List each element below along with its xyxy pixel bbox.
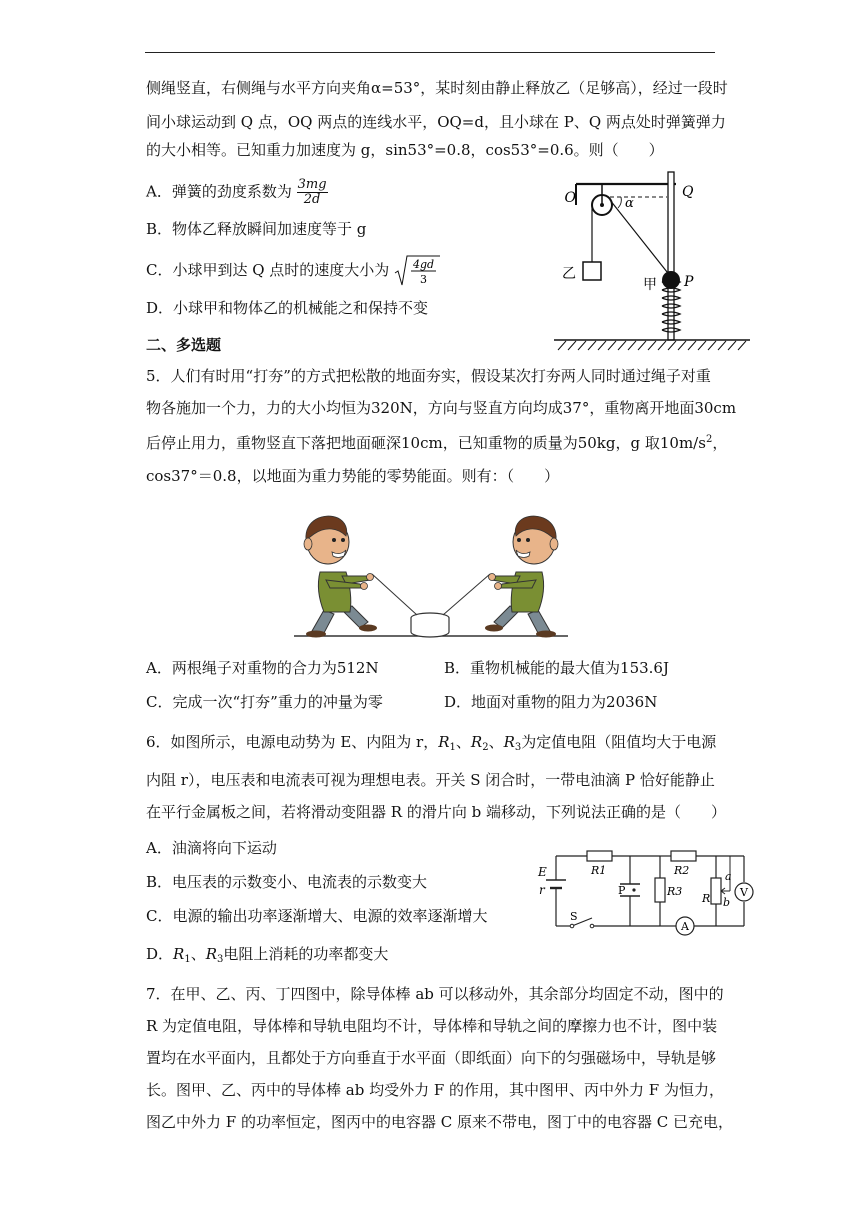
q7-line-1: 7．在甲、乙、丙、丁四图中，除导体棒 ab 可以移动外，其余部分均固定不动，图中的 (146, 985, 724, 1003)
q4-option-a-numerator: 3mg (297, 177, 327, 192)
q6-option-c: C．电源的输出功率逐渐增大、电源的效率逐渐增大 (146, 907, 488, 925)
angle-arc (618, 197, 621, 208)
label-yi: 乙 (562, 266, 576, 282)
q6-option-a: A．油滴将向下运动 (146, 839, 277, 857)
q6-r3-subscript: 3 (514, 742, 522, 753)
block-yi (583, 262, 601, 280)
label-r2: R2 (674, 864, 690, 877)
label-v: V (740, 886, 748, 899)
q5-line-1: 5．人们有时用“打夯”的方式把松散的地面夯实，假设某次打夯两人同时通过绳子对重 (146, 367, 711, 385)
q4-pulley-figure (550, 170, 760, 355)
q4-option-c-denominator: 3 (420, 273, 428, 286)
resistor-r2 (671, 851, 696, 861)
q6-option-d (146, 944, 388, 970)
q5-line-4: cos37°＝0.8，以地面为重力势能的零势能面。则有：（ ） (146, 467, 560, 485)
q6-separator-2: 、 (488, 733, 504, 751)
q6-r1-subscript: 1 (449, 742, 456, 753)
left-man (304, 516, 377, 637)
q6-r2-symbol: R (470, 733, 483, 751)
label-b-end: b (723, 896, 731, 909)
q6-option-d-r1-subscript: 1 (184, 954, 191, 965)
q5-line-3-text: 后停止用力，重物竖直下落把地面砸深10cm，已知重物的质量为50kg，g 取10m/s (146, 434, 706, 452)
label-p: P (618, 884, 626, 897)
switch-contact-right (590, 924, 594, 928)
q6-r3-symbol: R (503, 733, 515, 751)
q6-option-d-r1-symbol: R (173, 945, 185, 963)
label-jia: 甲 (643, 277, 657, 293)
header-rule (145, 52, 715, 53)
q6-line-3: 在平行金属板之间，若将滑动变阻器 R 的滑片向 b 端移动，下列说法正确的是（ ） (146, 803, 726, 821)
q5-tamping-figure (290, 510, 580, 645)
resistor-r3 (655, 878, 665, 902)
ball-jia (662, 271, 680, 289)
q5-option-a: A．两根绳子对重物的合力为512N (146, 659, 379, 677)
label-p: P (684, 274, 694, 290)
q5-option-d: D．地面对重物的阻力为2036N (444, 693, 658, 711)
label-a-meter: A (681, 920, 689, 933)
q4-option-d: D．小球甲和物体乙的机械能之和保持不变 (146, 299, 429, 317)
q7-line-4: 长。图甲、乙、丙中的导体棒 ab 均受外力 F 的作用，其中图甲、丙中外力 F 为恒力， (146, 1081, 724, 1099)
label-alpha: α (625, 196, 634, 211)
label-r: r (539, 883, 545, 897)
oil-drop (632, 888, 635, 891)
switch-contact-left (570, 924, 574, 928)
weight-body (411, 618, 449, 637)
q5-line-2: 物各施加一个力，力的大小均恒为320N，方向与竖直方向均成37°，重物离开地面30cm (146, 399, 737, 417)
label-q: Q (682, 184, 694, 200)
q4-option-c-sqrt (394, 255, 440, 287)
label-r1: R1 (591, 864, 607, 877)
q6-r2-subscript: 2 (482, 742, 489, 753)
q5-option-b: B．重物机械能的最大值为153.6J (444, 659, 669, 677)
q4-option-c-numerator: 4gd (413, 258, 435, 271)
rheostat (711, 878, 721, 904)
q4-option-c (146, 255, 440, 287)
right-rope (443, 574, 490, 615)
q4-option-a (146, 178, 328, 207)
q6-option-b: B．电压表的示数变小、电流表的示数变大 (146, 873, 428, 891)
right-man (485, 516, 558, 637)
q7-line-5: 图乙中外力 F 的功率恒定，图丙中的电容器 C 原来不带电，图丁中的电容器 C 已充电， (146, 1113, 733, 1131)
q4-option-b: B．物体乙释放瞬间加速度等于 g (146, 220, 367, 238)
q7-line-3: 置均在水平面内，且都处于方向垂直于水平面（即纸面）向下的匀强磁场中，导轨是够 (146, 1049, 717, 1067)
q4-line-3: 的大小相等。已知重力加速度为 g，sin53°=0.8，cos53°=0.6。则（ ） (146, 141, 664, 159)
q6-separator-1: 、 (455, 733, 471, 751)
ground-hatching (558, 341, 746, 350)
q4-option-c-text: C．小球甲到达 Q 点时的速度大小为 (146, 261, 390, 279)
q4-line-2: 间小球运动到 Q 点，OQ 两点的连线水平，OQ=d，且小球在 P、Q 两点处时弹簧弹力 (146, 113, 726, 131)
q6-line-1-text-b: 为定值电阻（阻值均大于电源 (521, 733, 717, 751)
q6-line-2: 内阻 r），电压表和电流表可视为理想电表。开关 S 闭合时，一带电油滴 P 恰好能静止 (146, 771, 715, 789)
q5-line-3-exponent: 2 (705, 434, 713, 445)
left-rope (372, 574, 417, 615)
q6-option-d-letter: D． (146, 945, 174, 963)
q4-option-a-denominator: 2d (303, 192, 321, 207)
q6-option-d-r3-symbol: R (205, 945, 218, 963)
q6-option-d-separator: 、 (190, 945, 206, 963)
q4-line-1: 侧绳竖直，右侧绳与水平方向夹角α=53°，某时刻由静止释放乙（足够高），经过一段时 (146, 79, 728, 97)
q7-line-2: R 为定值电阻，导体棒和导轨电阻均不计，导体棒和导轨之间的摩擦力也不计，图中装 (146, 1017, 718, 1035)
label-r3: R3 (667, 885, 683, 898)
q6-r1-symbol: R (438, 733, 450, 751)
resistor-r1 (587, 851, 612, 861)
q6-line-1-text: 6．如图所示，电源电动势为 E、内阻为 r， (146, 733, 439, 751)
label-s: S (570, 910, 578, 923)
vertical-rod (668, 172, 674, 340)
q5-line-3-comma: ， (712, 434, 728, 452)
label-a-end: a (725, 870, 732, 883)
q6-line-1 (146, 732, 716, 758)
q5-option-c: C．完成一次“打夯”重力的冲量为零 (146, 693, 383, 711)
q6-option-d-text: 电阻上消耗的功率都变大 (223, 945, 389, 963)
section-heading-multi-choice: 二、多选题 (146, 336, 222, 354)
label-e: E (538, 865, 547, 879)
label-rheostat: R (702, 892, 711, 905)
rheostat-slider (721, 888, 726, 894)
q5-line-3 (146, 430, 727, 453)
q4-option-a-fraction (297, 178, 328, 207)
q6-circuit-figure (530, 842, 770, 942)
q6-option-d-r3-subscript: 3 (217, 954, 224, 965)
label-o: O (564, 190, 576, 206)
right-rope (610, 200, 671, 277)
q4-option-a-text: A．弹簧的劲度系数为 (146, 182, 292, 201)
